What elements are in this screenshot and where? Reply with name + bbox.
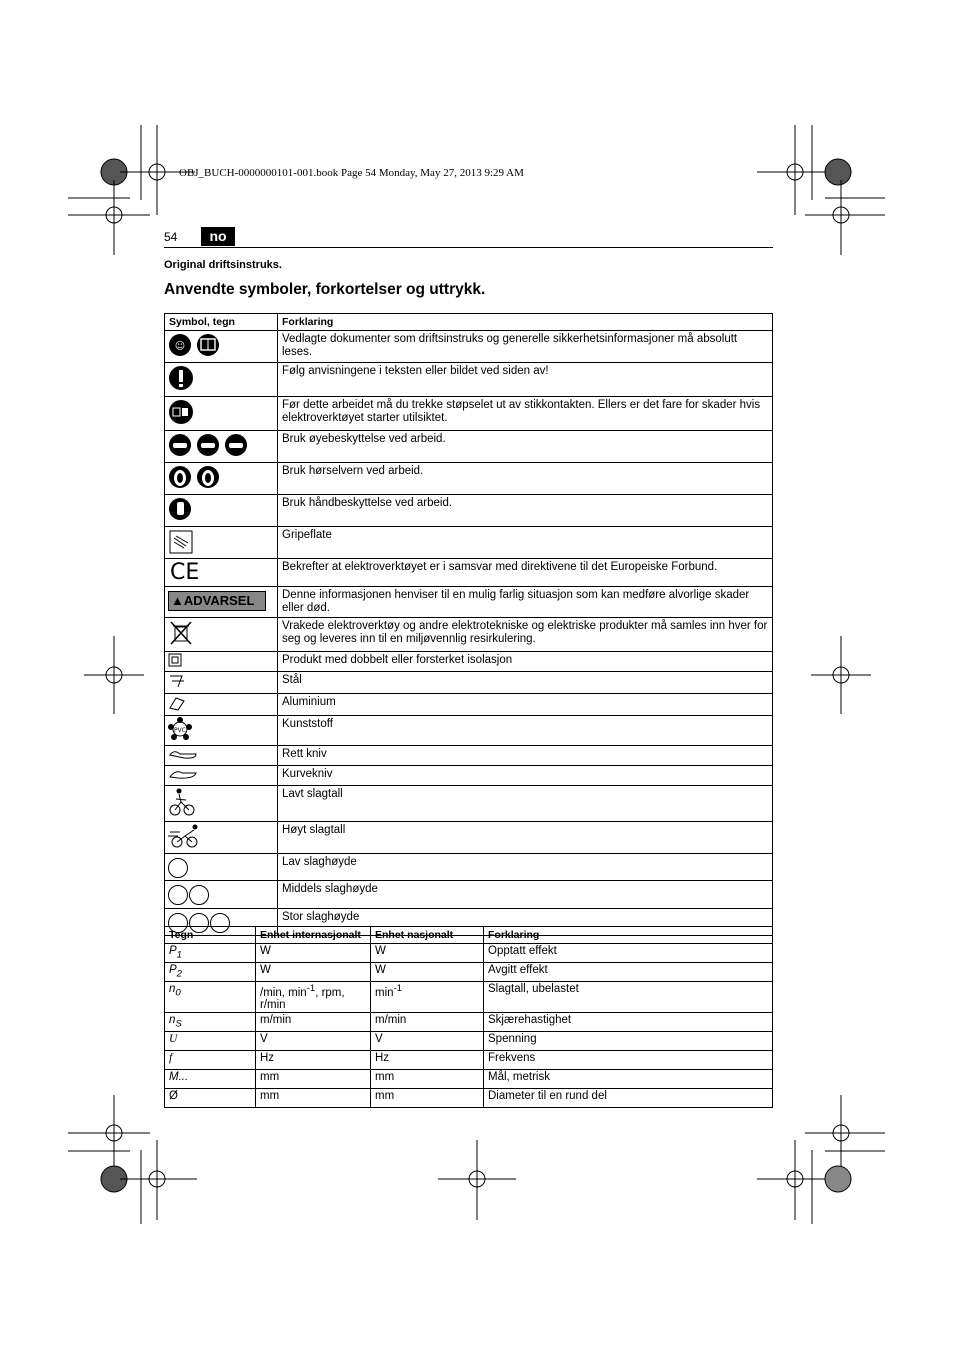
header-rule (164, 247, 773, 248)
weee-bin-icon (165, 618, 278, 652)
table-row (165, 1089, 773, 1108)
file-info-line: OBJ_BUCH-0000000101-001.book Page 54 Monday, May 27, 2013 9:29 AM (179, 167, 524, 179)
intl-unit-cell: /min, $\min^{-1}$, rpm, r/min (256, 982, 371, 1013)
explanation-text: Bekrefter at elektroverktøyet er i samsvar med direktivene til det Europeiske Forbund. (278, 559, 773, 587)
explanation-text: Stor slaghøyde (278, 909, 773, 936)
table-header-row (165, 314, 773, 331)
explanation-text: Denne informasjonen henviser til en mulig farlig situasjon som kan medføre alvorlige skader eller død. (278, 587, 773, 618)
explanation-text: Kurvekniv (278, 766, 773, 786)
table-row (165, 587, 773, 618)
sign-cell: f (165, 1051, 256, 1070)
explanation-text: Aluminium (278, 694, 773, 716)
intl-unit-cell: mm (256, 1070, 371, 1089)
plastic-icon (165, 716, 278, 746)
explanation-cell: Slagtall, ubelastet (484, 982, 773, 1013)
table-row (165, 746, 773, 766)
explanation-cell: Avgitt effekt (484, 963, 773, 982)
national-unit-cell: W (371, 963, 484, 982)
column-header-intl-unit: Enhet internasjonalt (256, 927, 371, 944)
sign-cell: Ø (165, 1089, 256, 1108)
explanation-text: Lavt slagtall (278, 786, 773, 822)
steel-icon (165, 672, 278, 694)
table-row (165, 1032, 773, 1051)
table-row (165, 786, 773, 822)
table-row (165, 431, 773, 463)
small-stroke-height-icon (165, 854, 278, 881)
svg-text:☺: ☺ (174, 341, 186, 352)
table-row (165, 944, 773, 963)
explanation-text: Middels slaghøyde (278, 881, 773, 909)
intl-unit-cell: Hz (256, 1051, 371, 1070)
explanation-text: Vedlagte dokumenter som driftsinstruks og generelle sikkerhetsinformasjoner må absolutt leses. (278, 331, 773, 363)
eye-protection-icon (165, 431, 278, 463)
gloves-icon (165, 495, 278, 527)
warning-label-icon: ▲ADVARSEL (165, 587, 278, 618)
column-header-sign: Tegn (165, 927, 256, 944)
explanation-cell: Skjærehastighet (484, 1013, 773, 1032)
section-title: Anvendte symboler, forkortelser og uttrykk. (164, 281, 486, 298)
document-subtitle: Original driftsinstruks. (164, 259, 282, 271)
intl-unit-cell: W (256, 944, 371, 963)
sign-cell: M... (165, 1070, 256, 1089)
national-unit-cell: Hz (371, 1051, 484, 1070)
table-row (165, 1013, 773, 1032)
intl-unit-cell: V (256, 1032, 371, 1051)
explanation-text: Følg anvisningene i teksten eller bildet ved siden av! (278, 363, 773, 397)
explanation-text: Rett kniv (278, 746, 773, 766)
table-row (165, 652, 773, 672)
plastic-label: PVC (174, 727, 186, 734)
sign-cell: $P_1$ (165, 944, 256, 963)
medium-stroke-height-icon (165, 881, 278, 909)
svg-text:CE: CE (170, 560, 200, 582)
straight-knife-icon (165, 746, 278, 766)
high-stroke-rate-icon (165, 822, 278, 854)
curved-knife-icon (165, 766, 278, 786)
explanation-cell: Frekvens (484, 1051, 773, 1070)
intl-unit-cell: mm (256, 1089, 371, 1108)
sign-cell: $n_S$ (165, 1013, 256, 1032)
column-header-national-unit: Enhet nasjonalt (371, 927, 484, 944)
units-table (164, 926, 773, 1108)
national-unit-cell: mm (371, 1089, 484, 1108)
national-unit-cell: W (371, 944, 484, 963)
table-row (165, 672, 773, 694)
table-row (165, 982, 773, 1013)
ear-protection-icon (165, 463, 278, 495)
explanation-text: Lav slaghøyde (278, 854, 773, 881)
explanation-text: Bruk hørselvern ved arbeid. (278, 463, 773, 495)
national-unit-cell: mm (371, 1070, 484, 1089)
table-header-row (165, 927, 773, 944)
national-unit-cell: $\min^{-1}$ (371, 982, 484, 1013)
table-row (165, 1051, 773, 1070)
explanation-text: Bruk håndbeskyttelse ved arbeid. (278, 495, 773, 527)
ce-mark-icon (165, 559, 278, 587)
table-row (165, 495, 773, 527)
intl-unit-cell: m/min (256, 1013, 371, 1032)
explanation-text: Høyt slagtall (278, 822, 773, 854)
double-insulation-icon (165, 652, 278, 672)
table-row (165, 559, 773, 587)
explanation-cell: Opptatt effekt (484, 944, 773, 963)
exclamation-icon (165, 363, 278, 397)
explanation-cell: Diameter til en rund del (484, 1089, 773, 1108)
explanation-cell: Spenning (484, 1032, 773, 1051)
table-row (165, 854, 773, 881)
table-row (165, 694, 773, 716)
explanation-text: Produkt med dobbelt eller forsterket isolasjon (278, 652, 773, 672)
column-header-explanation: Forklaring (484, 927, 773, 944)
table-row (165, 716, 773, 746)
table-row (165, 618, 773, 652)
grip-surface-icon (165, 527, 278, 559)
national-unit-cell: V (371, 1032, 484, 1051)
table-row (165, 766, 773, 786)
table-row (165, 963, 773, 982)
explanation-text: Vrakede elektroverktøy og andre elektrotekniske og elektriske produkter må samles inn hver for seg og leveres inn til en miljøvennlig resirkulering. (278, 618, 773, 652)
sign-cell: $P_2$ (165, 963, 256, 982)
table-row (165, 331, 773, 363)
low-stroke-rate-icon (165, 786, 278, 822)
column-header-explanation: Forklaring (278, 314, 773, 331)
table-row (165, 397, 773, 431)
warning-label-text: ADVARSEL (183, 593, 255, 608)
table-row (165, 363, 773, 397)
sign-cell: $n_0$ (165, 982, 256, 1013)
explanation-text: Stål (278, 672, 773, 694)
language-tag: no (201, 227, 235, 246)
table-row (165, 822, 773, 854)
table-row (165, 527, 773, 559)
national-unit-cell: m/min (371, 1013, 484, 1032)
explanation-text: Bruk øyebeskyttelse ved arbeid. (278, 431, 773, 463)
explanation-text: Gripeflate (278, 527, 773, 559)
column-header-symbol: Symbol, tegn (165, 314, 278, 331)
explanation-cell: Mål, metrisk (484, 1070, 773, 1089)
explanation-text: Før dette arbeidet må du trekke støpselet ut av stikkontakten. Ellers er det fare for skader hvis elektroverktøyet starter utilsiktet. (278, 397, 773, 431)
symbols-table (164, 313, 773, 936)
table-row (165, 463, 773, 495)
sign-cell: U (165, 1032, 256, 1051)
aluminium-icon (165, 694, 278, 716)
intl-unit-cell: W (256, 963, 371, 982)
explanation-text: Kunststoff (278, 716, 773, 746)
table-row (165, 1070, 773, 1089)
table-row (165, 881, 773, 909)
page-number: 54 (164, 230, 178, 244)
unplug-icon (165, 397, 278, 431)
read-manual-icon (165, 331, 278, 363)
